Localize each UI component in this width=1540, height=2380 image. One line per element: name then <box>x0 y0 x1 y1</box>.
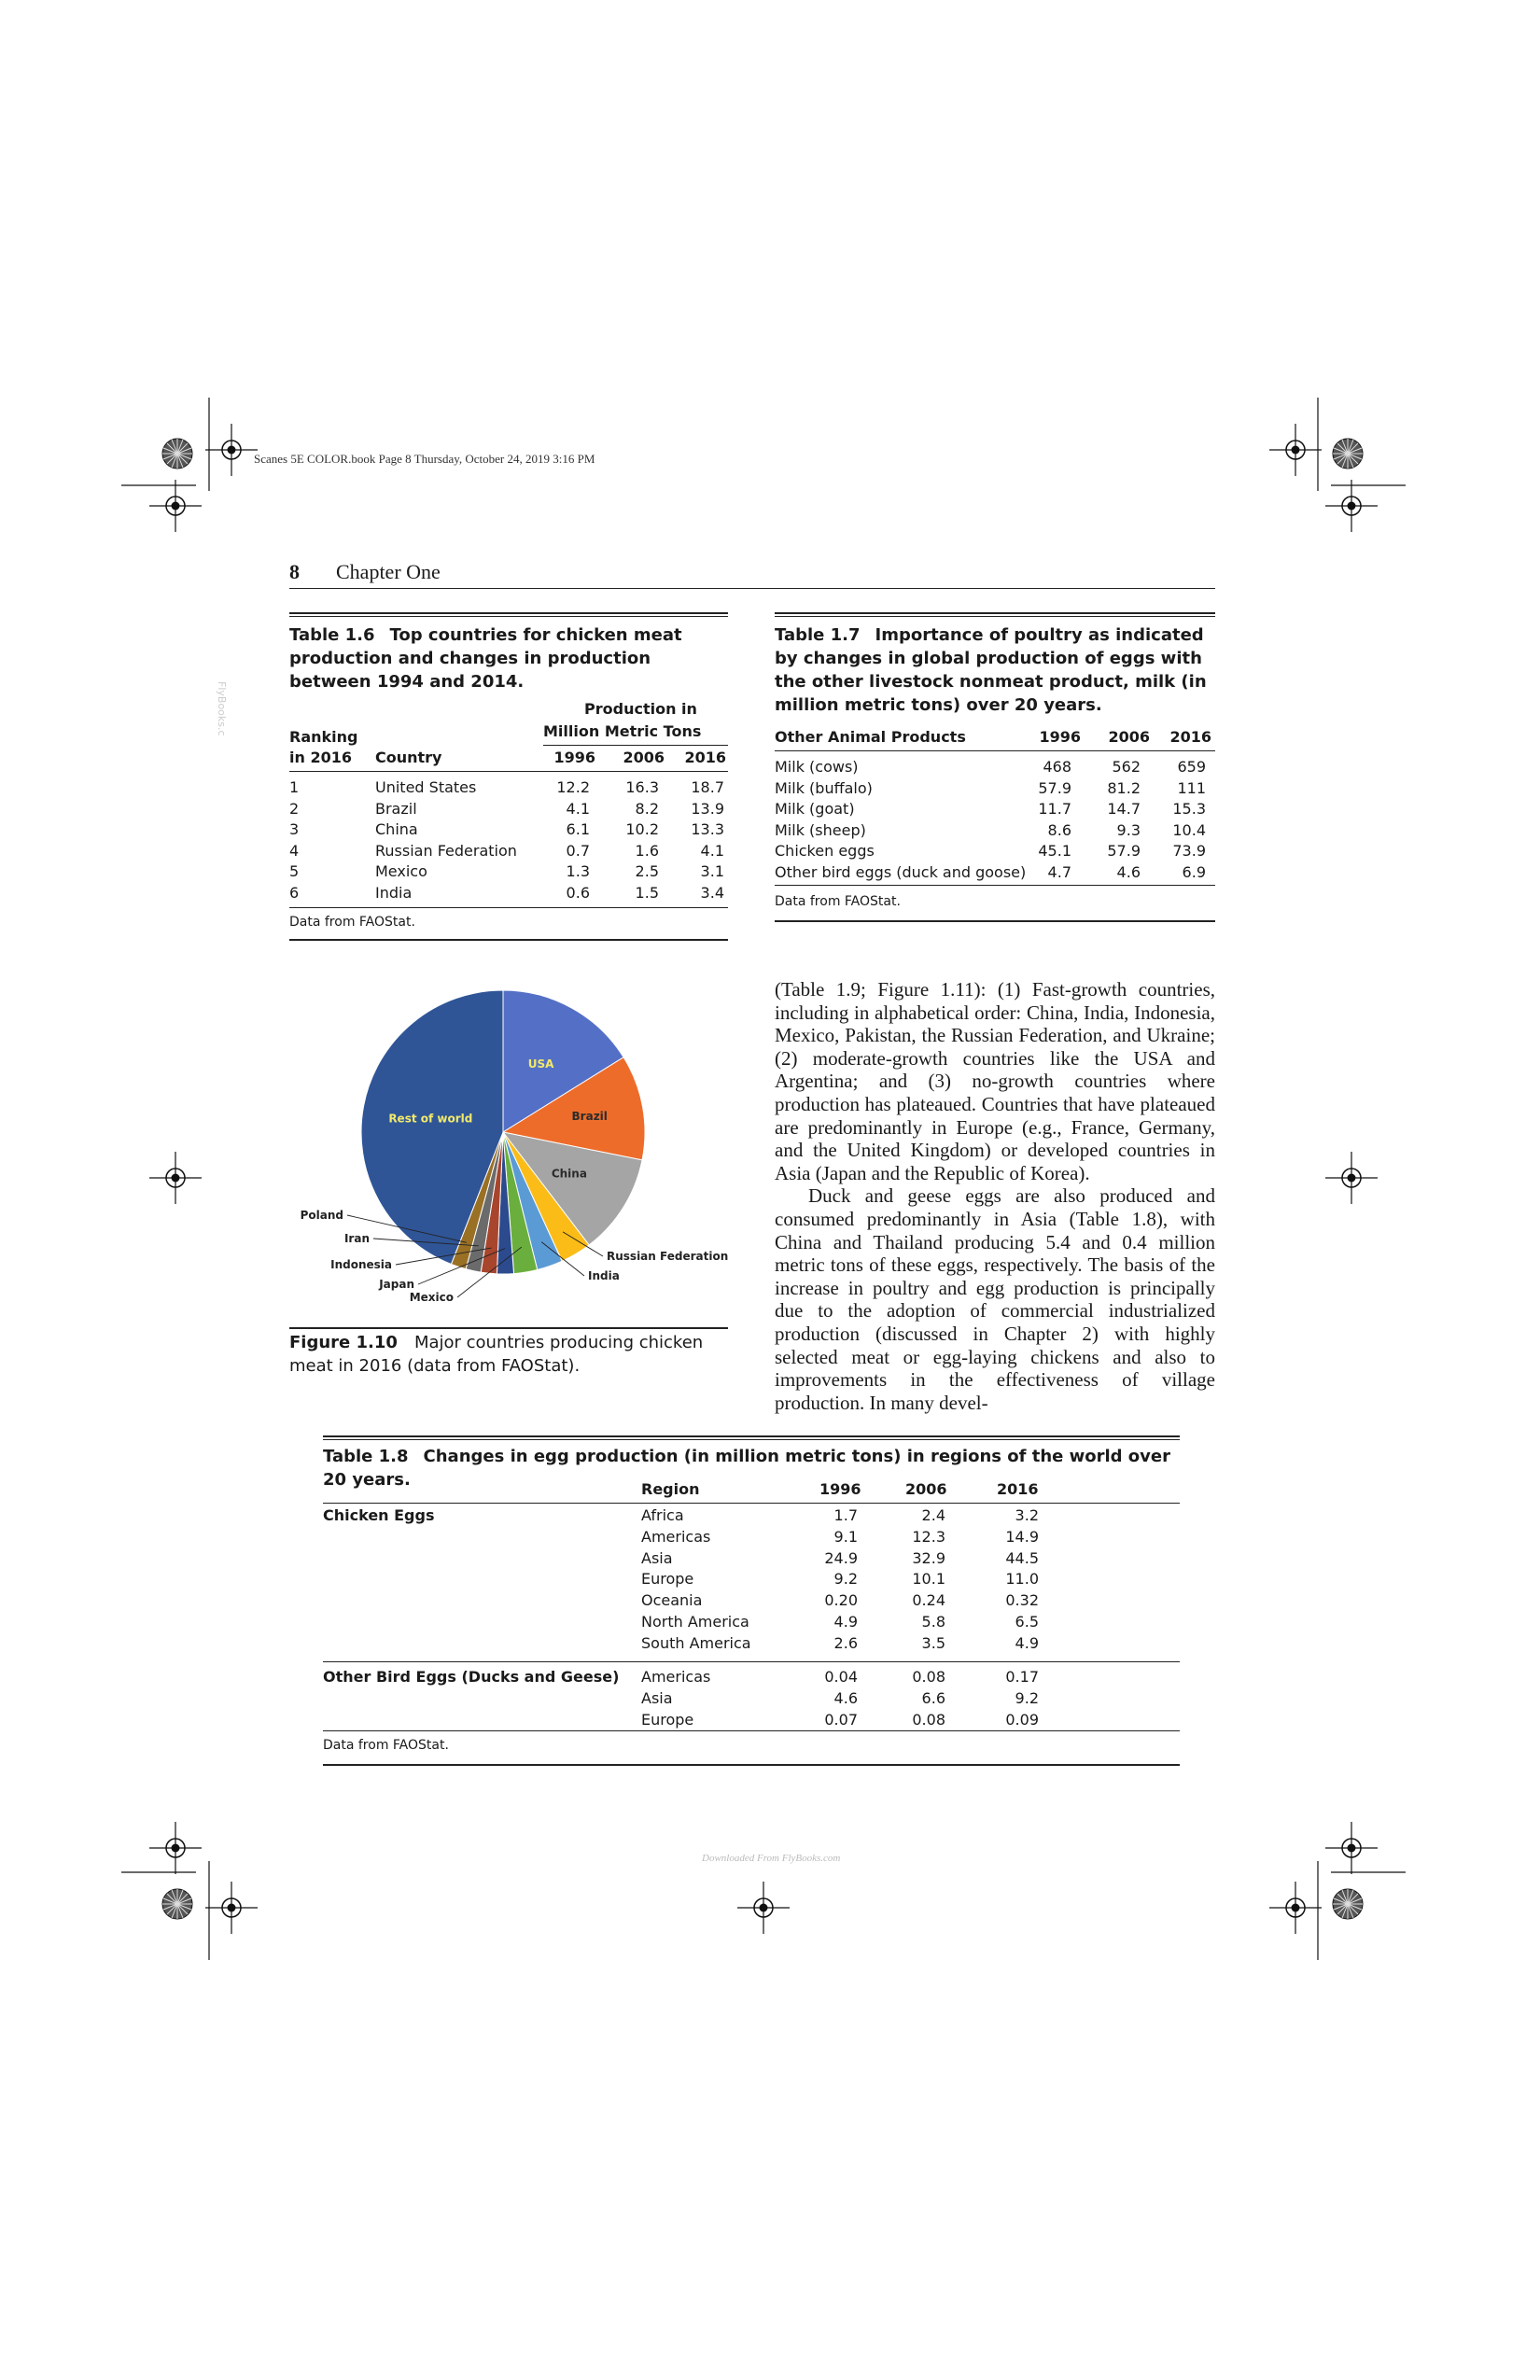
col-year: 2016 <box>684 749 726 766</box>
pie-label-japan: Japan <box>379 1278 414 1291</box>
table-1-8-value: 14.9 <box>1005 1527 1039 1546</box>
table-1-6-rank: 1 <box>289 778 300 796</box>
table-1-6-rank: 3 <box>289 820 300 839</box>
table-1-8-region: North America <box>641 1613 749 1631</box>
table-1-7-product: Milk (buffalo) <box>775 778 873 797</box>
table-1-7-value: 9.3 <box>1116 820 1141 839</box>
table-1-6-value: 3.1 <box>700 862 724 881</box>
pie-label-china: China <box>551 1167 587 1181</box>
table-1-8-value: 1.7 <box>833 1506 858 1524</box>
table-1-6-value: 12.2 <box>556 778 590 796</box>
table-1-8-value: 4.9 <box>1015 1633 1039 1652</box>
table-1-8-region: Europe <box>641 1570 694 1589</box>
table-1-8-value: 0.17 <box>1005 1668 1039 1686</box>
table-1-6 <box>289 612 728 939</box>
table-1-7-value: 468 <box>1043 758 1071 776</box>
col-year: 1996 <box>819 1480 861 1498</box>
pie-label-usa: USA <box>527 1057 554 1071</box>
col-year: 2016 <box>1169 728 1211 746</box>
table-1-7-product: Milk (cows) <box>775 758 859 776</box>
table-1-7-value: 6.9 <box>1182 863 1206 881</box>
pie-label-india: India <box>588 1269 620 1282</box>
table-1-8-value: 6.5 <box>1015 1613 1039 1631</box>
table-1-7-value: 57.9 <box>1107 842 1141 861</box>
margin-watermark: FlyBooks.c <box>216 681 228 736</box>
table-1-7-value: 11.7 <box>1038 800 1071 819</box>
table-1-8-region: South America <box>641 1633 751 1652</box>
group-header-line2: Million Metric Tons <box>543 722 702 740</box>
table-1-8-value: 3.5 <box>921 1633 945 1652</box>
table-1-8-group-label: Other Bird Eggs (Ducks and Geese) <box>323 1668 620 1686</box>
table-1-7-caption: Table 1.7 Importance of poultry as indicated by changes in global production of eggs with the other livestock nonmeat product, milk (in million metric tons) over 20 years. <box>775 625 1207 715</box>
table-1-7-value: 57.9 <box>1038 778 1071 797</box>
table-1-8-value: 12.3 <box>912 1527 945 1546</box>
table-1-6-value: 0.6 <box>566 884 590 902</box>
table-1-6-value: 6.1 <box>566 820 590 839</box>
table-1-8-value: 0.04 <box>824 1668 858 1686</box>
table-1-8-value: 0.32 <box>1005 1591 1039 1610</box>
table-1-6-value: 4.1 <box>700 841 724 860</box>
table-1-8-value: 4.9 <box>833 1613 858 1631</box>
table-1-8-caption: Table 1.8 Changes in egg production (in million metric tons) in regions of the world over 20 years. <box>323 1447 1170 1490</box>
table-1-8-value: 0.08 <box>912 1668 945 1686</box>
col-year: 1996 <box>1039 728 1081 746</box>
table-1-6-source: Data from FAOStat. <box>289 915 415 930</box>
table-1-8 <box>323 1435 1180 1768</box>
table-1-8-value: 0.09 <box>1005 1710 1039 1729</box>
table-1-7-product: Milk (sheep) <box>775 820 866 839</box>
figure-1-10-rule <box>289 1327 728 1329</box>
col-year: 2006 <box>623 749 665 766</box>
table-1-7-product: Milk (goat) <box>775 800 855 819</box>
table-1-6-country: Mexico <box>375 862 427 881</box>
table-1-8-value: 4.6 <box>833 1688 858 1707</box>
table-1-8-region: Europe <box>641 1710 694 1729</box>
figure-1-10-caption: Figure 1.10 Major countries producing chicken meat in 2016 (data from FAOStat). <box>289 1333 704 1376</box>
table-1-6-value: 1.6 <box>635 841 659 860</box>
table-1-7-value: 111 <box>1177 778 1206 797</box>
paragraph: (Table 1.9; Figure 1.11): (1) Fast-growth countries, including in alphabetical order: China, India, Indonesia, Mexico, Pakistan, the Russian Federation, and Ukraine; (2) moderate-growth countries like the USA and Argentina; and (3) no-growth countries where production has plateaued. Countries that have plateaued are predominantly in Europe (e.g., France, Germany, and the United Kingdom) or developed countries in Asia (Japan and the Republic of Korea). <box>775 978 1215 1184</box>
table-1-8-value: 6.6 <box>921 1688 945 1707</box>
header-rule <box>289 588 1215 589</box>
table-1-7-value: 8.6 <box>1047 820 1071 839</box>
table-1-7-value: 14.7 <box>1107 800 1141 819</box>
table-1-8-value: 0.20 <box>824 1591 858 1610</box>
table-1-6-value: 1.5 <box>635 884 659 902</box>
table-1-7-value: 81.2 <box>1107 778 1141 797</box>
col-year: 2006 <box>1108 728 1150 746</box>
pie-label-iran: Iran <box>343 1232 370 1245</box>
table-1-8-group-label: Chicken Eggs <box>323 1506 435 1524</box>
table-1-8-source: Data from FAOStat. <box>323 1738 449 1753</box>
pie-label-poland: Poland <box>300 1209 343 1222</box>
pie-label-rest-of-world: Rest of world <box>388 1112 473 1126</box>
table-1-7-value: 73.9 <box>1172 842 1206 861</box>
col-year: 2016 <box>997 1480 1039 1498</box>
table-1-8-value: 2.4 <box>921 1506 945 1524</box>
table-1-8-value: 32.9 <box>912 1548 945 1567</box>
table-1-7-product: Other bird eggs (duck and goose) <box>775 863 1027 881</box>
table-1-6-value: 3.4 <box>700 884 724 902</box>
table-1-8-region: Americas <box>641 1668 711 1686</box>
table-1-6-caption: Table 1.6 Top countries for chicken meat production and changes in production between 1994 and 2014. <box>289 625 682 692</box>
table-1-8-region: Oceania <box>641 1591 703 1610</box>
table-1-6-value: 1.3 <box>566 862 590 881</box>
table-1-7-source: Data from FAOStat. <box>775 894 901 909</box>
paragraph: Duck and geese eggs are also produced and consumed predominantly in Asia (Table 1.8), with China and Thailand producing 5.4 and 0.4 million metric tons of these eggs, respectively. The basis of the increase in poultry and egg production is principally due to the adoption of commercial industrialized production (discussed in Chapter 2) with highly selected meat or egg-laying chickens and also to improvements in the effectiveness of village production. In many devel- <box>775 1184 1215 1414</box>
table-1-8-value: 2.6 <box>833 1633 858 1652</box>
table-1-6-country: Russian Federation <box>375 841 517 860</box>
table-1-8-region: Africa <box>641 1506 684 1524</box>
table-1-8-value: 11.0 <box>1005 1570 1039 1589</box>
table-1-8-value: 0.07 <box>824 1710 858 1729</box>
table-1-6-rank: 2 <box>289 799 300 818</box>
table-1-8-value: 10.1 <box>912 1570 945 1589</box>
table-1-6-value: 13.9 <box>691 799 724 818</box>
table-1-6-value: 8.2 <box>635 799 659 818</box>
table-1-6-value: 2.5 <box>635 862 659 881</box>
table-1-8-value: 0.08 <box>912 1710 945 1729</box>
col-product: Other Animal Products <box>775 728 966 746</box>
table-1-7-value: 15.3 <box>1172 800 1206 819</box>
table-1-8-region: Asia <box>641 1688 673 1707</box>
table-1-8-region: Americas <box>641 1527 711 1546</box>
col-ranking-1: Ranking <box>289 728 358 746</box>
col-year: 2006 <box>905 1480 947 1498</box>
table-1-7-value: 45.1 <box>1038 842 1071 861</box>
table-1-8-value: 9.1 <box>833 1527 858 1546</box>
table-1-6-value: 18.7 <box>691 778 724 796</box>
col-year: 1996 <box>553 749 595 766</box>
pie-label-brazil: Brazil <box>571 1110 608 1124</box>
pie-label-indonesia: Indonesia <box>330 1258 392 1271</box>
table-1-8-value: 5.8 <box>921 1613 945 1631</box>
col-region: Region <box>641 1480 700 1498</box>
table-1-8-region: Asia <box>641 1548 673 1567</box>
table-1-6-value: 10.2 <box>625 820 659 839</box>
table-1-7-value: 10.4 <box>1172 820 1206 839</box>
table-1-7-value: 562 <box>1112 758 1141 776</box>
table-1-6-value: 4.1 <box>566 799 590 818</box>
table-1-8-value: 9.2 <box>1015 1688 1039 1707</box>
table-1-6-rank: 4 <box>289 841 300 860</box>
col-ranking-2: in 2016 <box>289 749 352 766</box>
table-1-6-country: India <box>375 884 413 902</box>
table-1-8-value: 9.2 <box>833 1570 858 1589</box>
table-1-7-product: Chicken eggs <box>775 842 875 861</box>
page-number: 8 <box>289 560 300 583</box>
table-1-8-value: 24.9 <box>824 1548 858 1567</box>
col-country: Country <box>375 749 442 766</box>
table-1-6-value: 16.3 <box>625 778 659 796</box>
pie-chart <box>289 989 737 1325</box>
table-1-6-country: Brazil <box>375 799 417 818</box>
pie-label-russian-federation: Russian Federation <box>607 1250 729 1263</box>
table-1-8-value: 3.2 <box>1015 1506 1039 1524</box>
table-1-6-country: China <box>375 820 418 839</box>
table-1-6-value: 13.3 <box>691 820 724 839</box>
running-head: Chapter One <box>336 560 441 583</box>
table-1-7 <box>775 612 1215 920</box>
table-1-7-value: 4.7 <box>1047 863 1071 881</box>
table-1-6-country: United States <box>375 778 477 796</box>
download-note: Downloaded From FlyBooks.com <box>702 1853 841 1864</box>
table-1-8-value: 44.5 <box>1005 1548 1039 1567</box>
pie-label-mexico: Mexico <box>409 1291 454 1304</box>
slug-line: Scanes 5E COLOR.book Page 8 Thursday, October 24, 2019 3:16 PM <box>254 452 595 466</box>
table-1-6-rank: 6 <box>289 884 300 902</box>
table-1-6-value: 0.7 <box>566 841 590 860</box>
body-text <box>775 978 1215 1414</box>
table-1-8-value: 0.24 <box>912 1591 945 1610</box>
table-1-6-rank: 5 <box>289 862 300 881</box>
table-1-7-value: 4.6 <box>1116 863 1141 881</box>
group-header-line1: Production in <box>584 700 697 718</box>
table-1-7-value: 659 <box>1177 758 1206 776</box>
